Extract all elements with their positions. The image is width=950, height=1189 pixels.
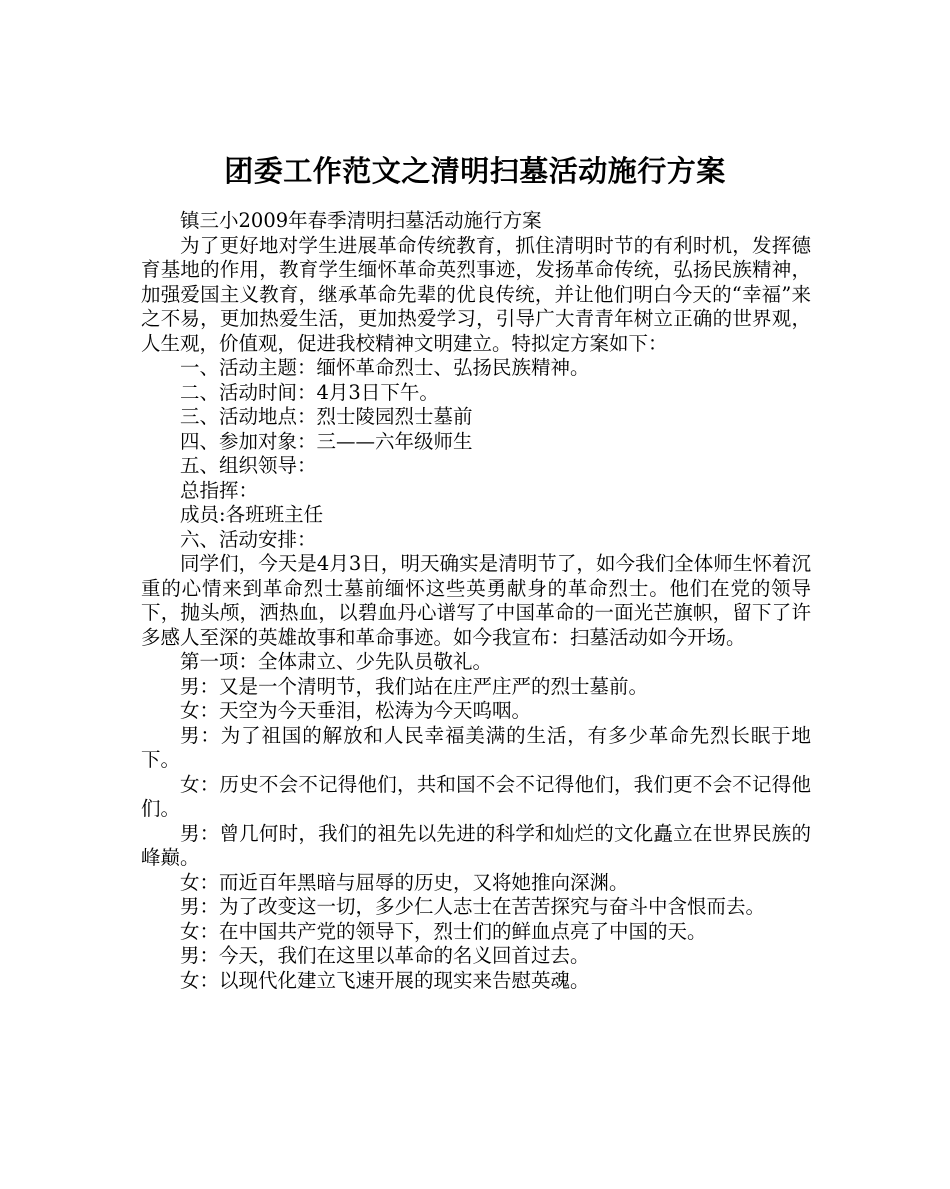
dialogue-line: 男：为了改变这一切，多少仁人志士在苦苦探究与奋斗中含恨而去。	[180, 895, 766, 918]
paragraph-intro: 为了更好地对学生进展革命传统教育，抓住清明时节的有利时机，发挥德育基地的作用，教育学生缅怀革命英烈事迹，发扬革命传统，弘扬民族精神，加强爱国主义教育，继承革命先辈的优良传统，并让他们明白今天的“幸福”来之不易，更加热爱生活，更加热爱学习，引导广大青青年树立正确的世界观，人生观，价值观，促进我校精神文明建立。特拟定方案如下：	[141, 233, 811, 355]
dialogue-line: 女：天空为今天垂泪，松涛为今天呜咽。	[180, 699, 532, 722]
dialogue-line: 女：而近百年黑暗与屈辱的历史，又将她推向深渊。	[180, 870, 629, 894]
paragraph-members: 成员:各班班主任	[180, 503, 324, 526]
paragraph-item-one: 第一项：全体肃立、少先队员敬礼。	[180, 650, 493, 673]
document-title: 团委工作范文之清明扫墓活动施行方案	[224, 154, 726, 189]
dialogue-line: 男：曾几何时，我们的祖先以先进的科学和灿烂的文化矗立在世界民族的峰巅。	[141, 821, 811, 869]
paragraph-location: 三、活动地点：烈士陵园烈士墓前	[180, 405, 473, 428]
paragraph-leadership: 五、组织领导：	[180, 454, 317, 477]
dialogue-line: 女：以现代化建立飞速开展的现实来告慰英魂。	[180, 968, 590, 992]
paragraph-theme: 一、活动主题：缅怀革命烈士、弘扬民族精神。	[180, 356, 590, 379]
paragraph-subtitle: 镇三小2009年春季清明扫墓活动施行方案	[180, 209, 542, 232]
paragraph-opening-speech: 同学们，今天是4月3日，明天确实是清明节了，如今我们全体师生怀着沉重的心情来到革命烈士墓前缅怀这些英勇献身的革命烈士。他们在党的领导下，抛头颅，洒热血，以碧血丹心谱写了中国革命的一面光芒旗帜，留下了许多感人至深的英雄故事和革命事迹。如今我宣布：扫墓活动如今开场。	[141, 552, 811, 649]
dialogue-line: 女：在中国共产党的领导下，烈士们的鲜血点亮了中国的天。	[180, 919, 707, 943]
dialogue-line: 男：又是一个清明节，我们站在庄严庄严的烈士墓前。	[180, 674, 649, 698]
paragraph-time: 二、活动时间：4月3日下午。	[180, 380, 439, 404]
paragraph-commander: 总指挥：	[180, 478, 259, 502]
paragraph-arrangement: 六、活动安排：	[180, 527, 317, 551]
paragraph-participants: 四、参加对象：三——六年级师生	[180, 429, 473, 453]
dialogue-line: 男：今天，我们在这里以革命的名义回首过去。	[180, 944, 590, 967]
document-body	[141, 209, 811, 993]
dialogue-line: 男：为了祖国的解放和人民幸福美满的生活，有多少革命先烈长眠于地下。	[141, 723, 811, 771]
dialogue-line: 女：历史不会不记得他们，共和国不会不记得他们，我们更不会不记得他们。	[141, 772, 811, 820]
